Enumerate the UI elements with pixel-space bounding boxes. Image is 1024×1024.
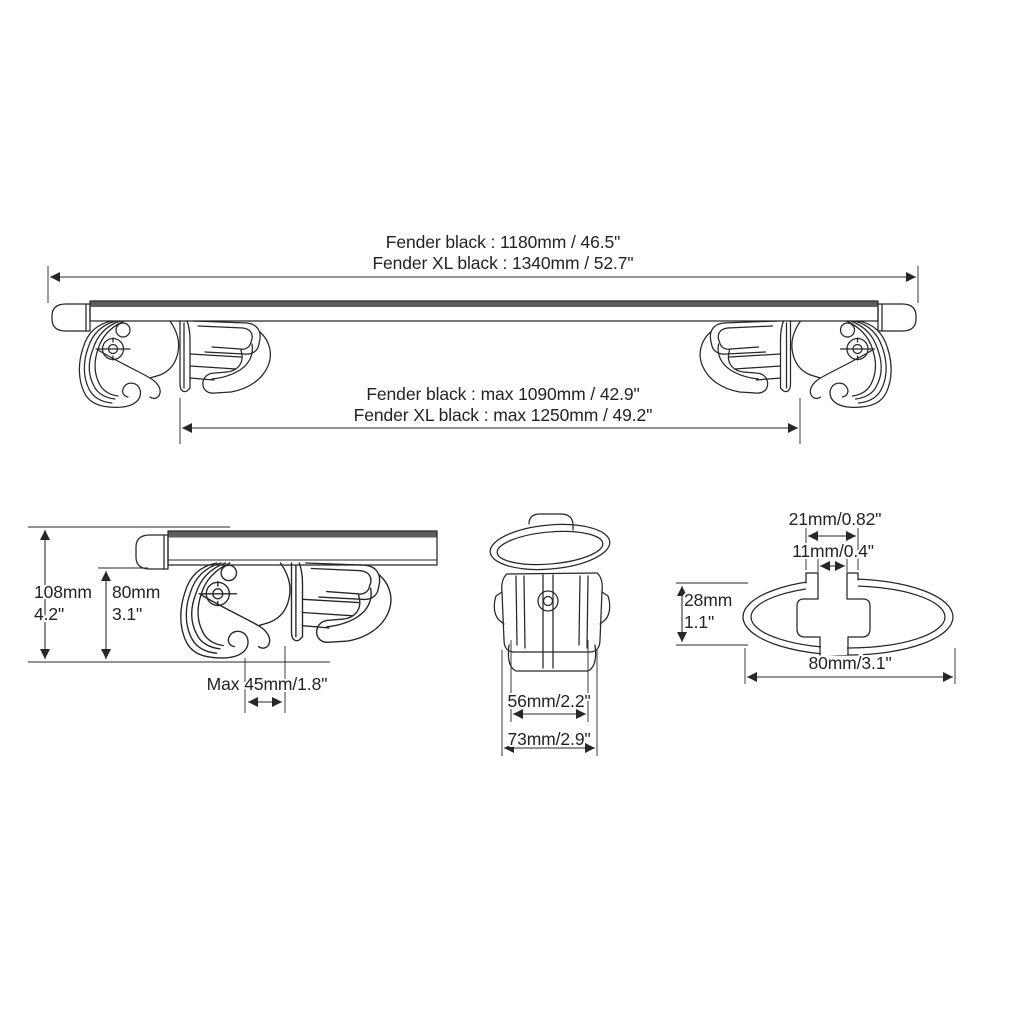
slot-top-width-label: 21mm/0.82" [788, 509, 882, 529]
bar-front [488, 520, 611, 574]
dimension-bar-length [48, 232, 918, 303]
foot-spread-label-line2: Fender XL black : max 1250mm / 49.2" [353, 405, 653, 425]
top-assembly-view [48, 232, 918, 444]
crossbar-side [136, 531, 437, 569]
bar-length-label-line2: Fender XL black : 1340mm / 52.7" [372, 253, 634, 273]
slot-opening-width-label: 11mm/0.4" [792, 541, 874, 561]
bar-end-cap-side [136, 535, 168, 569]
dimension-foot-spread [180, 384, 800, 444]
foot-front [494, 573, 609, 671]
total-height-inch: 4.2" [34, 604, 65, 624]
base-width-label: 73mm/2.9" [507, 729, 591, 749]
dimension-clamp-opening [207, 646, 328, 713]
side-view [28, 527, 437, 713]
strap [543, 575, 553, 668]
bar-length-label-line1: Fender black : 1180mm / 46.5" [385, 232, 621, 252]
foot-right [700, 321, 891, 407]
total-height-mm: 108mm [34, 582, 92, 602]
dimension-foot-height [98, 568, 160, 659]
bar-end-cap-left [52, 304, 90, 331]
dimension-total-height [34, 530, 92, 659]
bar-width-label: 80mm/3.1" [808, 653, 892, 673]
dimension-slot-opening-width [792, 541, 874, 572]
foot-left [79, 321, 270, 407]
bar-height-inch: 1.1" [684, 612, 715, 632]
dimension-bar-width [745, 648, 955, 684]
front-knob [538, 591, 558, 611]
foot-side [181, 563, 391, 658]
foot-height-inch: 3.1" [112, 604, 143, 624]
foot-base [508, 645, 595, 671]
foot-height-mm: 80mm [112, 582, 161, 602]
clamp-opening-label: Max 45mm/1.8" [206, 674, 328, 694]
bar-cross-section-view [676, 509, 955, 684]
foot-width-label: 56mm/2.2" [507, 691, 591, 711]
bar-cap-front [529, 514, 573, 530]
bar-height-mm: 28mm [684, 590, 733, 610]
foot-spread-label-line1: Fender black : max 1090mm / 42.9" [366, 384, 640, 404]
front-view [488, 514, 611, 756]
dimension-bar-height [676, 583, 748, 645]
bar-end-cap-right [878, 304, 916, 331]
